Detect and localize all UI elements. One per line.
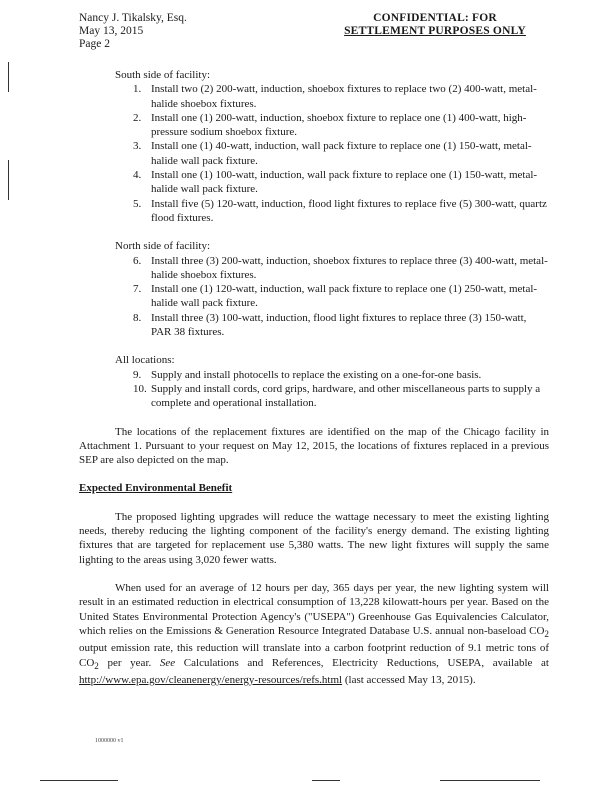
south-side-heading: South side of facility: (115, 69, 211, 81)
list-item: 8. Install three (3) 100-watt, induction, flood light fixtures to replace three (3) 150-watt, PAR 38 fixtures. (133, 311, 527, 339)
reference-link[interactable]: http://www.epa.gov/cleanenergy/energy-resources/refs.html (79, 674, 343, 687)
all-locations-heading: All locations: (115, 354, 175, 367)
confidential-line-1: CONFIDENTIAL: FOR (373, 12, 497, 24)
document-id: 1000000 v1 (95, 738, 124, 744)
footer-rule-mid (312, 780, 340, 781)
footer-rule-right (440, 780, 540, 781)
emissions-paragraph: When used for an average of 12 hours per day, 365 days per year, the new lighting system will result in an estimated reduction in electrical consumption of 13,228 kilowatt-hours per year. Based on the United States Environmental Protection Agency's ("USEPA") Greenhouse Gas Equivalencies Calculator, which relies on the Emissions & Generation Resource Integrated Database U.S. annual non-baseload $CO_2$ output emission rate, this reduction will translate into a carbon footprint reduction of 9.1 metric tons of $CO_2$ per year. See Calculations and References, Electricity Reductions, USEPA, available at http://www.epa.gov/cleanenergy/energy-resources/refs.html (last accessed May 13, 2015). (79, 581, 549, 687)
all-locations-list (79, 368, 549, 411)
confidential-line-2: SETTLEMENT PURPOSES ONLY (344, 25, 526, 37)
list-item: 6. Install three (3) 200-watt, induction, shoebox fixtures to replace three (3) 400-watt, metal-halide shoebox fixtures. (133, 254, 548, 281)
section-heading-benefit: Expected Environmental Benefit (79, 482, 233, 495)
north-side-heading: North side of facility: (115, 240, 211, 253)
page-number: Page 2 (79, 38, 110, 50)
north-side-list (79, 254, 549, 340)
list-item: 5. Install five (5) 120-watt, induction, flood light fixtures to replace five (5) 300-watt, quartz flood fixtures. (133, 197, 547, 224)
margin-mark (8, 62, 9, 92)
document-body (79, 68, 549, 687)
benefit-paragraph: The proposed lighting upgrades will reduce the wattage necessary to meet the existing lighting needs, thereby reducing the lighting component of the facility's energy demand. The existing lighting fixtures that are targeted for replacement use 5,380 watts. The new light fixtures will supply the same lighting to the areas using 3,020 fewer watts. (79, 510, 549, 566)
list-item: 4. Install one (1) 100-watt, induction, wall pack fixture to replace one (1) 150-watt, metal-halide wall pack fixture. (133, 169, 538, 196)
addressee-name: Nancy J. Tikalsky, Esq. (79, 12, 187, 24)
locations-paragraph: The locations of the replacement fixtures are identified on the map of the Chicago facility in Attachment 1. Pursuant to your request on May 12, 2015, the locations of fixtures replaced in a previous SEP are also depicted on the map. (79, 425, 549, 467)
footer-rule-left (40, 780, 118, 781)
margin-mark (8, 160, 9, 200)
list-item: 9. Supply and install photocells to replace the existing on a one-for-one basis. (133, 368, 482, 381)
letter-date: May 13, 2015 (79, 25, 144, 37)
list-item: 10. Supply and install cords, cord grips, hardware, and other miscellaneous parts to supply a complete and operational installation. (133, 382, 541, 410)
confidential-notice (330, 12, 540, 38)
list-item: 7. Install one (1) 120-watt, induction, wall pack fixture to replace one (1) 250-watt, metal-halide wall pack fixture. (133, 283, 538, 310)
list-item: 3. Install one (1) 40-watt, induction, wall pack fixture to replace one (1) 150-watt, metal-halide wall pack fixture. (133, 140, 532, 167)
list-item: 1. Install two (2) 200-watt, induction, shoebox fixtures to replace two (2) 400-watt, metal-halide shoebox fixtures. (133, 83, 537, 110)
list-item: 2. Install one (1) 200-watt, induction, shoebox fixture to replace one (1) 400-watt, high-pressure sodium shoebox fixture. (133, 111, 527, 139)
letter-header-left (79, 12, 187, 51)
south-side-list (79, 82, 549, 225)
